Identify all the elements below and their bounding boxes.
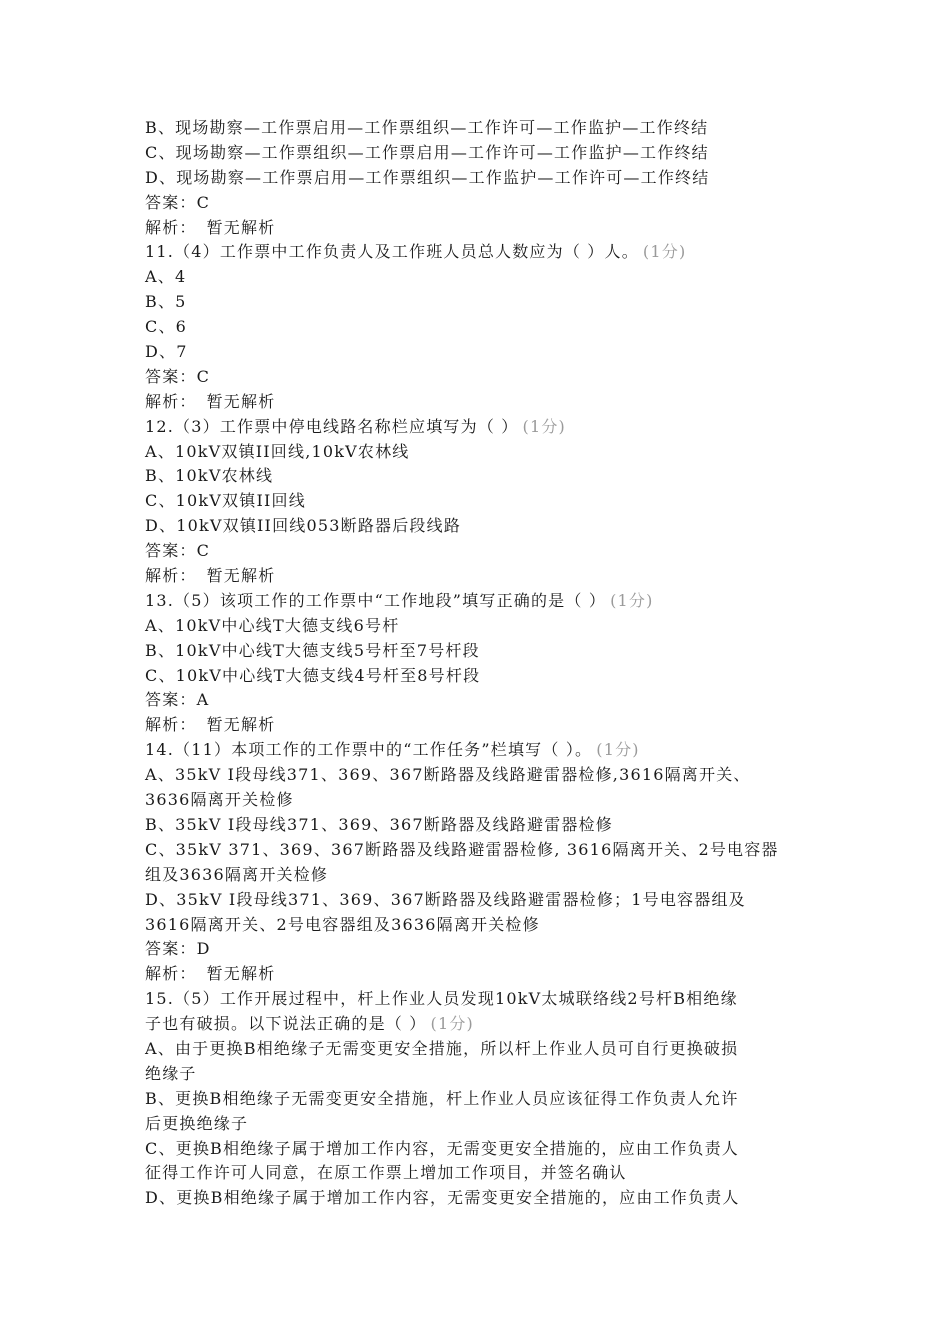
answer-label: 答案：	[145, 939, 197, 959]
answer-label: 答案：	[145, 541, 197, 561]
answer-row	[145, 191, 815, 216]
answer-row	[145, 688, 815, 713]
option-d: D、10kV双镇II回线053断路器后段线路	[145, 516, 462, 536]
question-stem-continued	[145, 1012, 815, 1037]
question-text: 14.（11）本项工作的工作票中的“工作任务”栏填写（ ）。	[145, 740, 593, 760]
analysis-row	[145, 216, 815, 241]
answer-value: C	[196, 366, 211, 386]
analysis-label: 解析：	[145, 391, 197, 411]
analysis-label: 解析：	[145, 715, 197, 735]
option-a: A、10kV双镇II回线,10kV农林线	[145, 441, 410, 461]
analysis-row	[145, 564, 815, 589]
answer-value: C	[196, 192, 211, 212]
answer-row	[145, 937, 815, 962]
score-label: (1分)	[522, 416, 566, 436]
option-c: C、更换B相绝缘子属于增加工作内容，无需变更安全措施的，应由工作负责人	[145, 1138, 740, 1158]
option-c: C、10kV中心线T大德支线4号杆至8号杆段	[145, 665, 481, 685]
option-d: D、现场勘察—工作票启用—工作票组织—工作监护—工作许可—工作终结	[145, 167, 710, 187]
analysis-label: 解析：	[145, 566, 197, 586]
question-text: 11.（4）工作票中工作负责人及工作班人员总人数应为（ ）人。	[145, 242, 639, 262]
answer-row	[145, 365, 815, 390]
option-c: C、6	[145, 317, 188, 337]
option-a: A、10kV中心线T大德支线6号杆	[145, 615, 400, 635]
answer-row	[145, 539, 815, 564]
option-d: D、35kV Ⅰ段母线371、369、367断路器及线路避雷器检修；1号电容器组及	[145, 889, 746, 909]
analysis-label: 解析：	[145, 217, 197, 237]
analysis-row	[145, 390, 815, 415]
option-d: D、更换B相绝缘子属于增加工作内容，无需变更安全措施的，应由工作负责人	[145, 1188, 740, 1208]
option-b: B、5	[145, 292, 187, 312]
question-text: 子也有破损。以下说法正确的是（ ）	[145, 1014, 427, 1034]
analysis-label: 解析：	[145, 964, 197, 984]
analysis-value: 暂无解析	[206, 217, 276, 237]
question-stem	[145, 738, 815, 763]
question-stem	[145, 415, 815, 440]
option-c: C、10kV双镇II回线	[145, 491, 306, 511]
option-b: B、更换B相绝缘子无需变更安全措施，杆上作业人员应该征得工作负责人允许	[145, 1088, 739, 1108]
analysis-value: 暂无解析	[206, 566, 276, 586]
exam-page	[145, 116, 815, 1211]
answer-label: 答案：	[145, 192, 197, 212]
answer-value: D	[196, 939, 211, 959]
question-stem	[145, 589, 815, 614]
score-label: (1分)	[610, 590, 654, 610]
option-b: B、10kV农林线	[145, 466, 274, 486]
option-a-continued: 3636隔离开关检修	[145, 790, 294, 810]
answer-label: 答案：	[145, 690, 197, 710]
option-b: B、现场勘察—工作票启用—工作票组织—工作许可—工作监护—工作终结	[145, 118, 709, 137]
option-a: A、4	[145, 267, 187, 287]
option-a: A、35kV Ⅰ段母线371、369、367断路器及线路避雷器检修,3616隔离开关、	[145, 765, 751, 785]
option-b: B、35kV Ⅰ段母线371、369、367断路器及线路避雷器检修	[145, 814, 613, 834]
option-c: C、35kV 371、369、367断路器及线路避雷器检修, 3616隔离开关、2号电容器	[145, 839, 779, 859]
score-label: (1分)	[430, 1014, 474, 1034]
option-a-continued: 绝缘子	[145, 1063, 197, 1083]
analysis-value: 暂无解析	[206, 964, 276, 984]
option-c-continued: 组及3636隔离开关检修	[145, 864, 329, 884]
analysis-value: 暂无解析	[206, 715, 276, 735]
answer-value: A	[196, 690, 210, 710]
option-a: A、由于更换B相绝缘子无需变更安全措施，所以杆上作业人员可自行更换破损	[145, 1038, 739, 1058]
analysis-row	[145, 962, 815, 987]
score-label: (1分)	[642, 242, 687, 262]
question-stem: 15.（5）工作开展过程中，杆上作业人员发现10kV太城联络线2号杆B相绝缘	[145, 989, 738, 1009]
analysis-row	[145, 713, 815, 738]
option-d: D、7	[145, 342, 188, 362]
score-label: (1分)	[596, 740, 640, 760]
answer-value: C	[196, 541, 211, 561]
option-c: C、现场勘察—工作票组织—工作票启用—工作许可—工作监护—工作终结	[145, 142, 709, 162]
question-text: 12.（3）工作票中停电线路名称栏应填写为（ ）	[145, 416, 519, 436]
option-b-continued: 后更换绝缘子	[145, 1113, 249, 1133]
option-b: B、10kV中心线T大德支线5号杆至7号杆段	[145, 640, 480, 660]
answer-label: 答案：	[145, 366, 197, 386]
option-c-continued: 征得工作许可人同意，在原工作票上增加工作项目，并签名确认	[145, 1163, 627, 1183]
option-d-continued: 3616隔离开关、2号电容器组及3636隔离开关检修	[145, 914, 540, 934]
question-stem	[145, 240, 815, 265]
question-text: 13.（5）该项工作的工作票中“工作地段”填写正确的是（ ）	[145, 590, 607, 610]
analysis-value: 暂无解析	[206, 391, 276, 411]
